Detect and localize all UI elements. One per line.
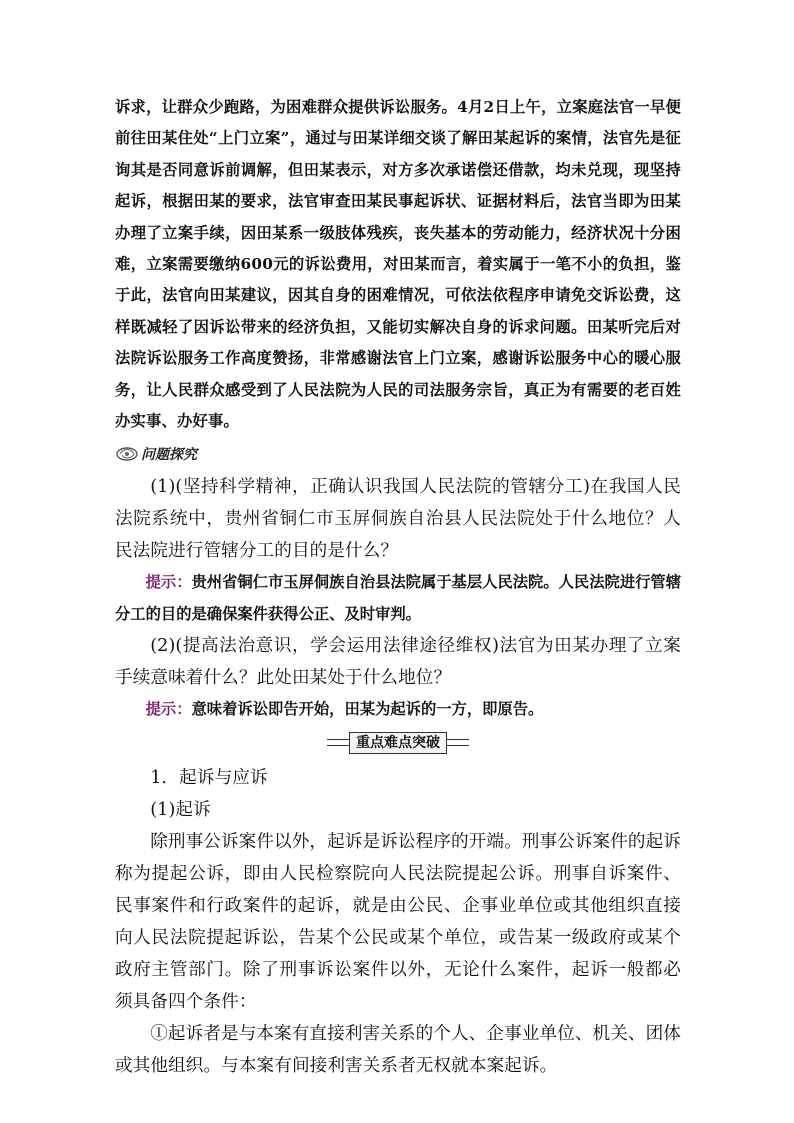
- question-2: (2)(提高法治意识，学会运用法律途径维权)法官为田某办理了立案手续意味着什么？此处田某处于什么地位？: [115, 636, 681, 689]
- swirl-icon: [115, 444, 139, 464]
- banner-box: [327, 732, 469, 754]
- case-story-paragraph: 诉求，让群众少跑路，为困难群众提供诉讼服务。4月2日上午，立案庭法官一早便前往田某住处“上门立案”，通过与田某详细交谈了解田某起诉的案情，法官先是征询其是否同意诉前调解，但田某表示，对方多次承诺偿还借款，均未兑现，现坚持起诉，根据田某的要求，法官审查田某民事起诉状、证据材料后，法官当即为田某办理了立案手续，因田某系一级肢体残疾，丧失基本的劳动能力，经济状况十分困难，立案需要缴纳600元的诉讼费用，对田某而言，着实属于一笔不小的负担，鉴于此，法官向田某建议，因其自身的困难情况，可依法依程序申请免交诉讼费，这样既减轻了因诉讼带来的经济负担，又能切实解决自身的诉求问题。田某听完后对法院诉讼服务工作高度赞扬，非常感谢法官上门立案，感谢诉讼服务中心的暖心服务，让人民群众感受到了人民法院为人民的司法服务宗旨，真正为有需要的老百姓办实事、办好事。: [115, 98, 681, 431]
- hint-1-text: 贵州省铜仁市玉屏侗族自治县法院属于基层人民法院。人民法院进行管辖分工的目的是确保案件获得公正、及时审判。: [115, 573, 682, 623]
- question-1: (1)(坚持科学精神，正确认识我国人民法院的管辖分工)在我国人民法院系统中，贵州省铜仁市玉屏侗族自治县人民法院处于什么地位？人民法院进行管辖分工的目的是什么？: [115, 477, 681, 562]
- explore-title: 问题探究: [141, 447, 197, 464]
- section-subheading: (1)起诉: [150, 799, 211, 820]
- hint-2: [115, 694, 681, 725]
- hint-2-label: 提示：: [145, 700, 192, 719]
- section-heading: 1．起诉与应诉: [150, 767, 268, 788]
- banner-title: 重点难点突破: [349, 732, 447, 754]
- page-content: [115, 92, 681, 1082]
- explore-header: [115, 439, 681, 469]
- hint-1-label: 提示：: [145, 573, 192, 592]
- hint-2-text: 意味着诉讼即告开始，田某为起诉的一方，即原告。: [191, 700, 544, 719]
- hint-1: [115, 567, 681, 630]
- banner-rule-right: [447, 739, 469, 746]
- section-paragraph-1: 除刑事公诉案件以外，起诉是诉讼程序的开端。刑事公诉案件的起诉称为提起公诉，即由人民检察院向人民法院提起公诉。刑事自诉案件、民事案件和行政案件的起诉，就是由公民、企事业单位或其他组织直接向人民法院提起诉讼，告某个公民或某个单位，或告某一级政府或某个政府主管部门。除了刑事诉讼案件以外，无论什么案件，起诉一般都必须具备四个条件：: [115, 831, 682, 1012]
- banner-rule-left: [327, 739, 349, 746]
- section-banner: [115, 728, 681, 758]
- section-paragraph-2: ①起诉者是与本案有直接利害关系的个人、企事业单位、机关、团体或其他组织。与本案有间接利害关系者无权就本案起诉。: [115, 1023, 682, 1076]
